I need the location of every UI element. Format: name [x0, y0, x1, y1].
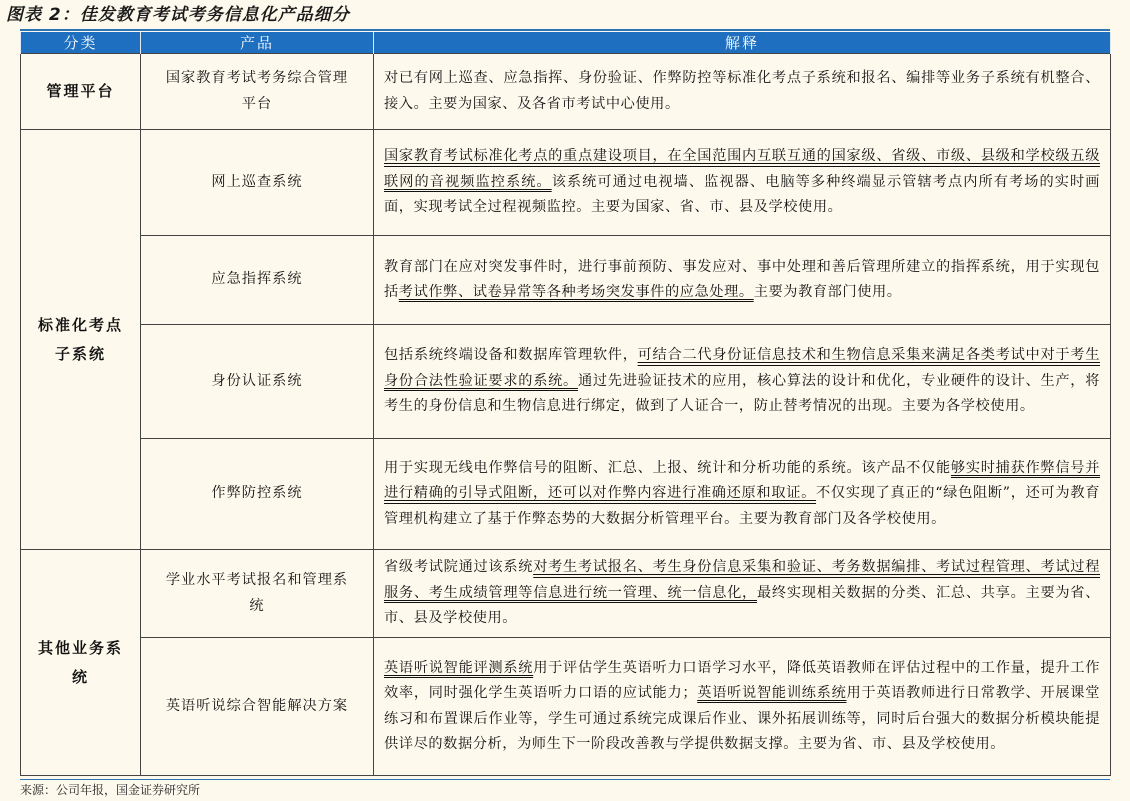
product-table	[20, 32, 1111, 776]
desc-underlined-text: 可结合二代身份证信息技术和生物信息采集来满足各类考试中对于考生身份合法性验证要求的系统。	[384, 347, 1101, 389]
desc-text: 对已有网上巡查、应急指挥、身份验证、作弊防控等标准化考点子系统和报名、编排等业务子系统有机整合、接入。主要为国家、及各省市考试中心使用。	[384, 70, 1100, 112]
description-cell	[374, 130, 1111, 236]
product-cell: 学业水平考试报名和管理系统	[141, 550, 374, 638]
desc-text: 最终实现相关数据的分类、汇总、共享。主要为省、市、县及学校使用。	[384, 584, 1100, 627]
description-cell	[374, 54, 1111, 130]
figure-title: 图表 2：佳发教育考试考务信息化产品细分	[6, 5, 350, 25]
desc-text: 用于英语教师进行日常教学、开展课堂练习和布置课后作业等，学生可通过系统完成课后作业、课外拓展训练等，同时后台强大的数据分析模块能提供详尽的数据分析，为师生下一阶段改善教与学提供数据支撑。主要为省、市、县及学校使用。	[384, 685, 1100, 752]
header-product: 产品	[141, 32, 374, 54]
title-rule	[20, 29, 1110, 31]
product-cell: 网上巡查系统	[141, 130, 374, 236]
table-row	[21, 325, 1111, 439]
product-cell: 国家教育考试考务综合管理平台	[141, 54, 374, 130]
product-cell: 身份认证系统	[141, 325, 374, 439]
table-row	[21, 54, 1111, 130]
desc-text: 主要为教育部门使用。	[753, 284, 902, 300]
desc-text: 不仅实现了真正的“绿色阻断”，还可为教育管理机构建立了基于作弊态势的大数据分析管理平台。主要为教育部门及各学校使用。	[384, 485, 1100, 527]
description-cell	[374, 638, 1111, 776]
desc-text: 省级考试院通过该系统	[384, 559, 534, 576]
table-row	[21, 439, 1111, 550]
category-cell: 管理平台	[21, 54, 141, 130]
desc-text: 用于实现无线电作弊信号的阻断、汇总、上报、统计和分析功能的系统。该产品不仅能	[384, 459, 951, 476]
table-header-row	[21, 32, 1111, 54]
desc-underlined-text: 英语听说智能评测系统	[384, 659, 534, 676]
table-row	[21, 638, 1111, 776]
description-cell	[374, 439, 1111, 550]
category-cell: 其他业务系统	[21, 550, 141, 776]
header-category: 分类	[21, 32, 141, 54]
desc-text: 用于评估学生英语听力口语学习水平，降低英语教师在评估过程中的工作量，提升工作效率，同时强化学生英语听力口语的应试能力；	[384, 659, 1100, 701]
table-row	[21, 550, 1111, 638]
desc-underlined-text: 英语听说智能训练系统	[697, 685, 847, 701]
product-cell: 英语听说综合智能解决方案	[141, 638, 374, 776]
category-cell: 标准化考点子系统	[21, 130, 141, 550]
desc-text: 包括系统终端设备和数据库管理软件，	[384, 347, 638, 364]
desc-text: 教育部门在应对突发事件时，进行事前预防、事发应对、事中处理和善后管理所建立的指挥系统，用于实现包括	[384, 258, 1100, 300]
description-cell	[374, 325, 1111, 439]
desc-underlined-text: 对考生考试报名、考生身份信息采集和验证、考务数据编排、考试过程管理、考试过程服务、考生成绩管理等信息进行统一管理、统一信息化，	[384, 559, 1100, 601]
product-cell: 作弊防控系统	[141, 439, 374, 550]
table-row	[21, 130, 1111, 236]
header-explanation: 解释	[374, 32, 1111, 54]
desc-text: 通过先进验证技术的应用，核心算法的设计和优化，专业硬件的设计、生产，将考生的身份信息和生物信息进行绑定，做到了人证合一，防止替考情况的出现。主要为各学校使用。	[384, 372, 1100, 415]
desc-underlined-text: 够实时捕获作弊信号并进行精确的引导式阻断，还可以对作弊内容进行准确还原和取证。	[384, 459, 1100, 502]
description-cell	[374, 550, 1111, 638]
desc-text: 该系统可通过电视墙、监视器、电脑等多种终端显示管辖考点内所有考场的实时画面，实现考试全过程视频监控。主要为国家、省、市、县及学校使用。	[384, 173, 1100, 216]
desc-underlined-text: 考试作弊、试卷异常等各种考场突发事件的应急处理。	[398, 284, 754, 300]
product-cell: 应急指挥系统	[141, 236, 374, 325]
table-row	[21, 236, 1111, 325]
desc-underlined-text: 国家教育考试标准化考点的重点建设项目，在全国范围内互联互通的国家级、省级、市级、县级和学校级五级联网的音视频监控系统。	[384, 148, 1100, 190]
description-cell	[374, 236, 1111, 325]
source-note: 来源：公司年报，国金证券研究所	[20, 779, 1110, 800]
